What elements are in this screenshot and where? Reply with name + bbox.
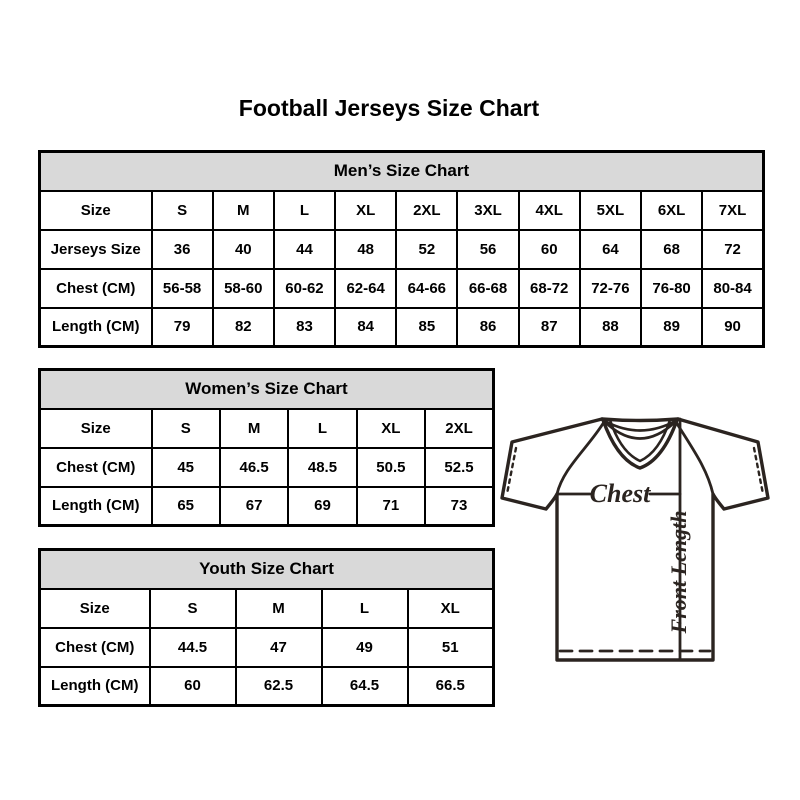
size-cell: 72-76 bbox=[580, 269, 641, 308]
size-cell: 60-62 bbox=[274, 269, 335, 308]
women-table bbox=[38, 368, 495, 527]
column-header: XL bbox=[335, 191, 396, 230]
size-cell: 69 bbox=[288, 487, 356, 526]
column-header: 7XL bbox=[702, 191, 763, 230]
table-row bbox=[40, 230, 764, 269]
size-cell: 44.5 bbox=[150, 628, 236, 667]
table-row bbox=[40, 487, 494, 526]
table-row bbox=[40, 628, 494, 667]
size-cell: 52 bbox=[396, 230, 457, 269]
jersey-outline-svg bbox=[500, 410, 772, 668]
size-cell: 67 bbox=[220, 487, 288, 526]
size-cell: 48 bbox=[335, 230, 396, 269]
size-cell: 86 bbox=[457, 308, 518, 347]
size-cell: 49 bbox=[322, 628, 408, 667]
jersey-diagram bbox=[500, 410, 772, 668]
row-label: Chest (CM) bbox=[40, 448, 152, 487]
size-cell: 36 bbox=[152, 230, 213, 269]
column-header: 5XL bbox=[580, 191, 641, 230]
size-cell: 40 bbox=[213, 230, 274, 269]
column-header: M bbox=[220, 409, 288, 448]
size-cell: 64 bbox=[580, 230, 641, 269]
row-label: Length (CM) bbox=[40, 308, 152, 347]
column-header: 3XL bbox=[457, 191, 518, 230]
size-cell: 66.5 bbox=[408, 667, 494, 706]
table-row bbox=[40, 448, 494, 487]
men-table bbox=[38, 150, 765, 348]
column-header: L bbox=[288, 409, 356, 448]
youth-table bbox=[38, 548, 495, 707]
size-cell: 80-84 bbox=[702, 269, 763, 308]
front-length-label: Front Length bbox=[666, 510, 691, 634]
size-cell: 52.5 bbox=[425, 448, 493, 487]
size-cell: 83 bbox=[274, 308, 335, 347]
size-cell: 47 bbox=[236, 628, 322, 667]
womens-size-table bbox=[38, 368, 495, 527]
size-cell: 60 bbox=[150, 667, 236, 706]
size-cell: 90 bbox=[702, 308, 763, 347]
size-cell: 68-72 bbox=[519, 269, 580, 308]
table-row bbox=[40, 667, 494, 706]
row-label: Length (CM) bbox=[40, 487, 152, 526]
size-cell: 56-58 bbox=[152, 269, 213, 308]
size-cell: 68 bbox=[641, 230, 702, 269]
column-header: S bbox=[152, 191, 213, 230]
size-cell: 62-64 bbox=[335, 269, 396, 308]
size-cell: 64-66 bbox=[396, 269, 457, 308]
column-header: L bbox=[274, 191, 335, 230]
column-header: M bbox=[236, 589, 322, 628]
size-cell: 84 bbox=[335, 308, 396, 347]
size-cell: 64.5 bbox=[322, 667, 408, 706]
size-cell: 45 bbox=[152, 448, 220, 487]
table-row bbox=[40, 269, 764, 308]
youth-table-title: Youth Size Chart bbox=[40, 550, 494, 589]
size-cell: 89 bbox=[641, 308, 702, 347]
size-cell: 85 bbox=[396, 308, 457, 347]
column-header: XL bbox=[408, 589, 494, 628]
size-cell: 44 bbox=[274, 230, 335, 269]
collar-top-line bbox=[602, 419, 678, 421]
column-header: S bbox=[150, 589, 236, 628]
right-sleeve-seam bbox=[676, 422, 713, 494]
size-cell: 46.5 bbox=[220, 448, 288, 487]
size-cell: 79 bbox=[152, 308, 213, 347]
column-header: 2XL bbox=[425, 409, 493, 448]
row-label: Chest (CM) bbox=[40, 269, 152, 308]
column-header: S bbox=[152, 409, 220, 448]
size-cell: 51 bbox=[408, 628, 494, 667]
page-title: Football Jerseys Size Chart bbox=[238, 95, 540, 121]
size-cell: 60 bbox=[519, 230, 580, 269]
column-header: XL bbox=[357, 409, 425, 448]
column-header: Size bbox=[40, 409, 152, 448]
mens-size-table bbox=[38, 150, 765, 348]
row-label: Length (CM) bbox=[40, 667, 150, 706]
table-row bbox=[40, 308, 764, 347]
size-cell: 87 bbox=[519, 308, 580, 347]
size-cell: 73 bbox=[425, 487, 493, 526]
men-table-title: Men’s Size Chart bbox=[40, 152, 764, 191]
column-header: M bbox=[213, 191, 274, 230]
row-label: Chest (CM) bbox=[40, 628, 150, 667]
size-cell: 50.5 bbox=[357, 448, 425, 487]
row-label: Jerseys Size bbox=[40, 230, 152, 269]
chest-label: Chest bbox=[589, 479, 651, 508]
size-cell: 71 bbox=[357, 487, 425, 526]
size-cell: 58-60 bbox=[213, 269, 274, 308]
column-header: 2XL bbox=[396, 191, 457, 230]
size-cell: 76-80 bbox=[641, 269, 702, 308]
women-table-title: Women’s Size Chart bbox=[40, 370, 494, 409]
column-header: Size bbox=[40, 589, 150, 628]
column-header: 6XL bbox=[641, 191, 702, 230]
jersey-body-outline bbox=[502, 419, 768, 660]
size-cell: 62.5 bbox=[236, 667, 322, 706]
size-cell: 88 bbox=[580, 308, 641, 347]
size-cell: 56 bbox=[457, 230, 518, 269]
size-cell: 82 bbox=[213, 308, 274, 347]
size-cell: 72 bbox=[702, 230, 763, 269]
column-header: Size bbox=[40, 191, 152, 230]
column-header: 4XL bbox=[519, 191, 580, 230]
column-header: L bbox=[322, 589, 408, 628]
size-cell: 66-68 bbox=[457, 269, 518, 308]
size-cell: 65 bbox=[152, 487, 220, 526]
size-cell: 48.5 bbox=[288, 448, 356, 487]
youth-size-table bbox=[38, 548, 495, 707]
